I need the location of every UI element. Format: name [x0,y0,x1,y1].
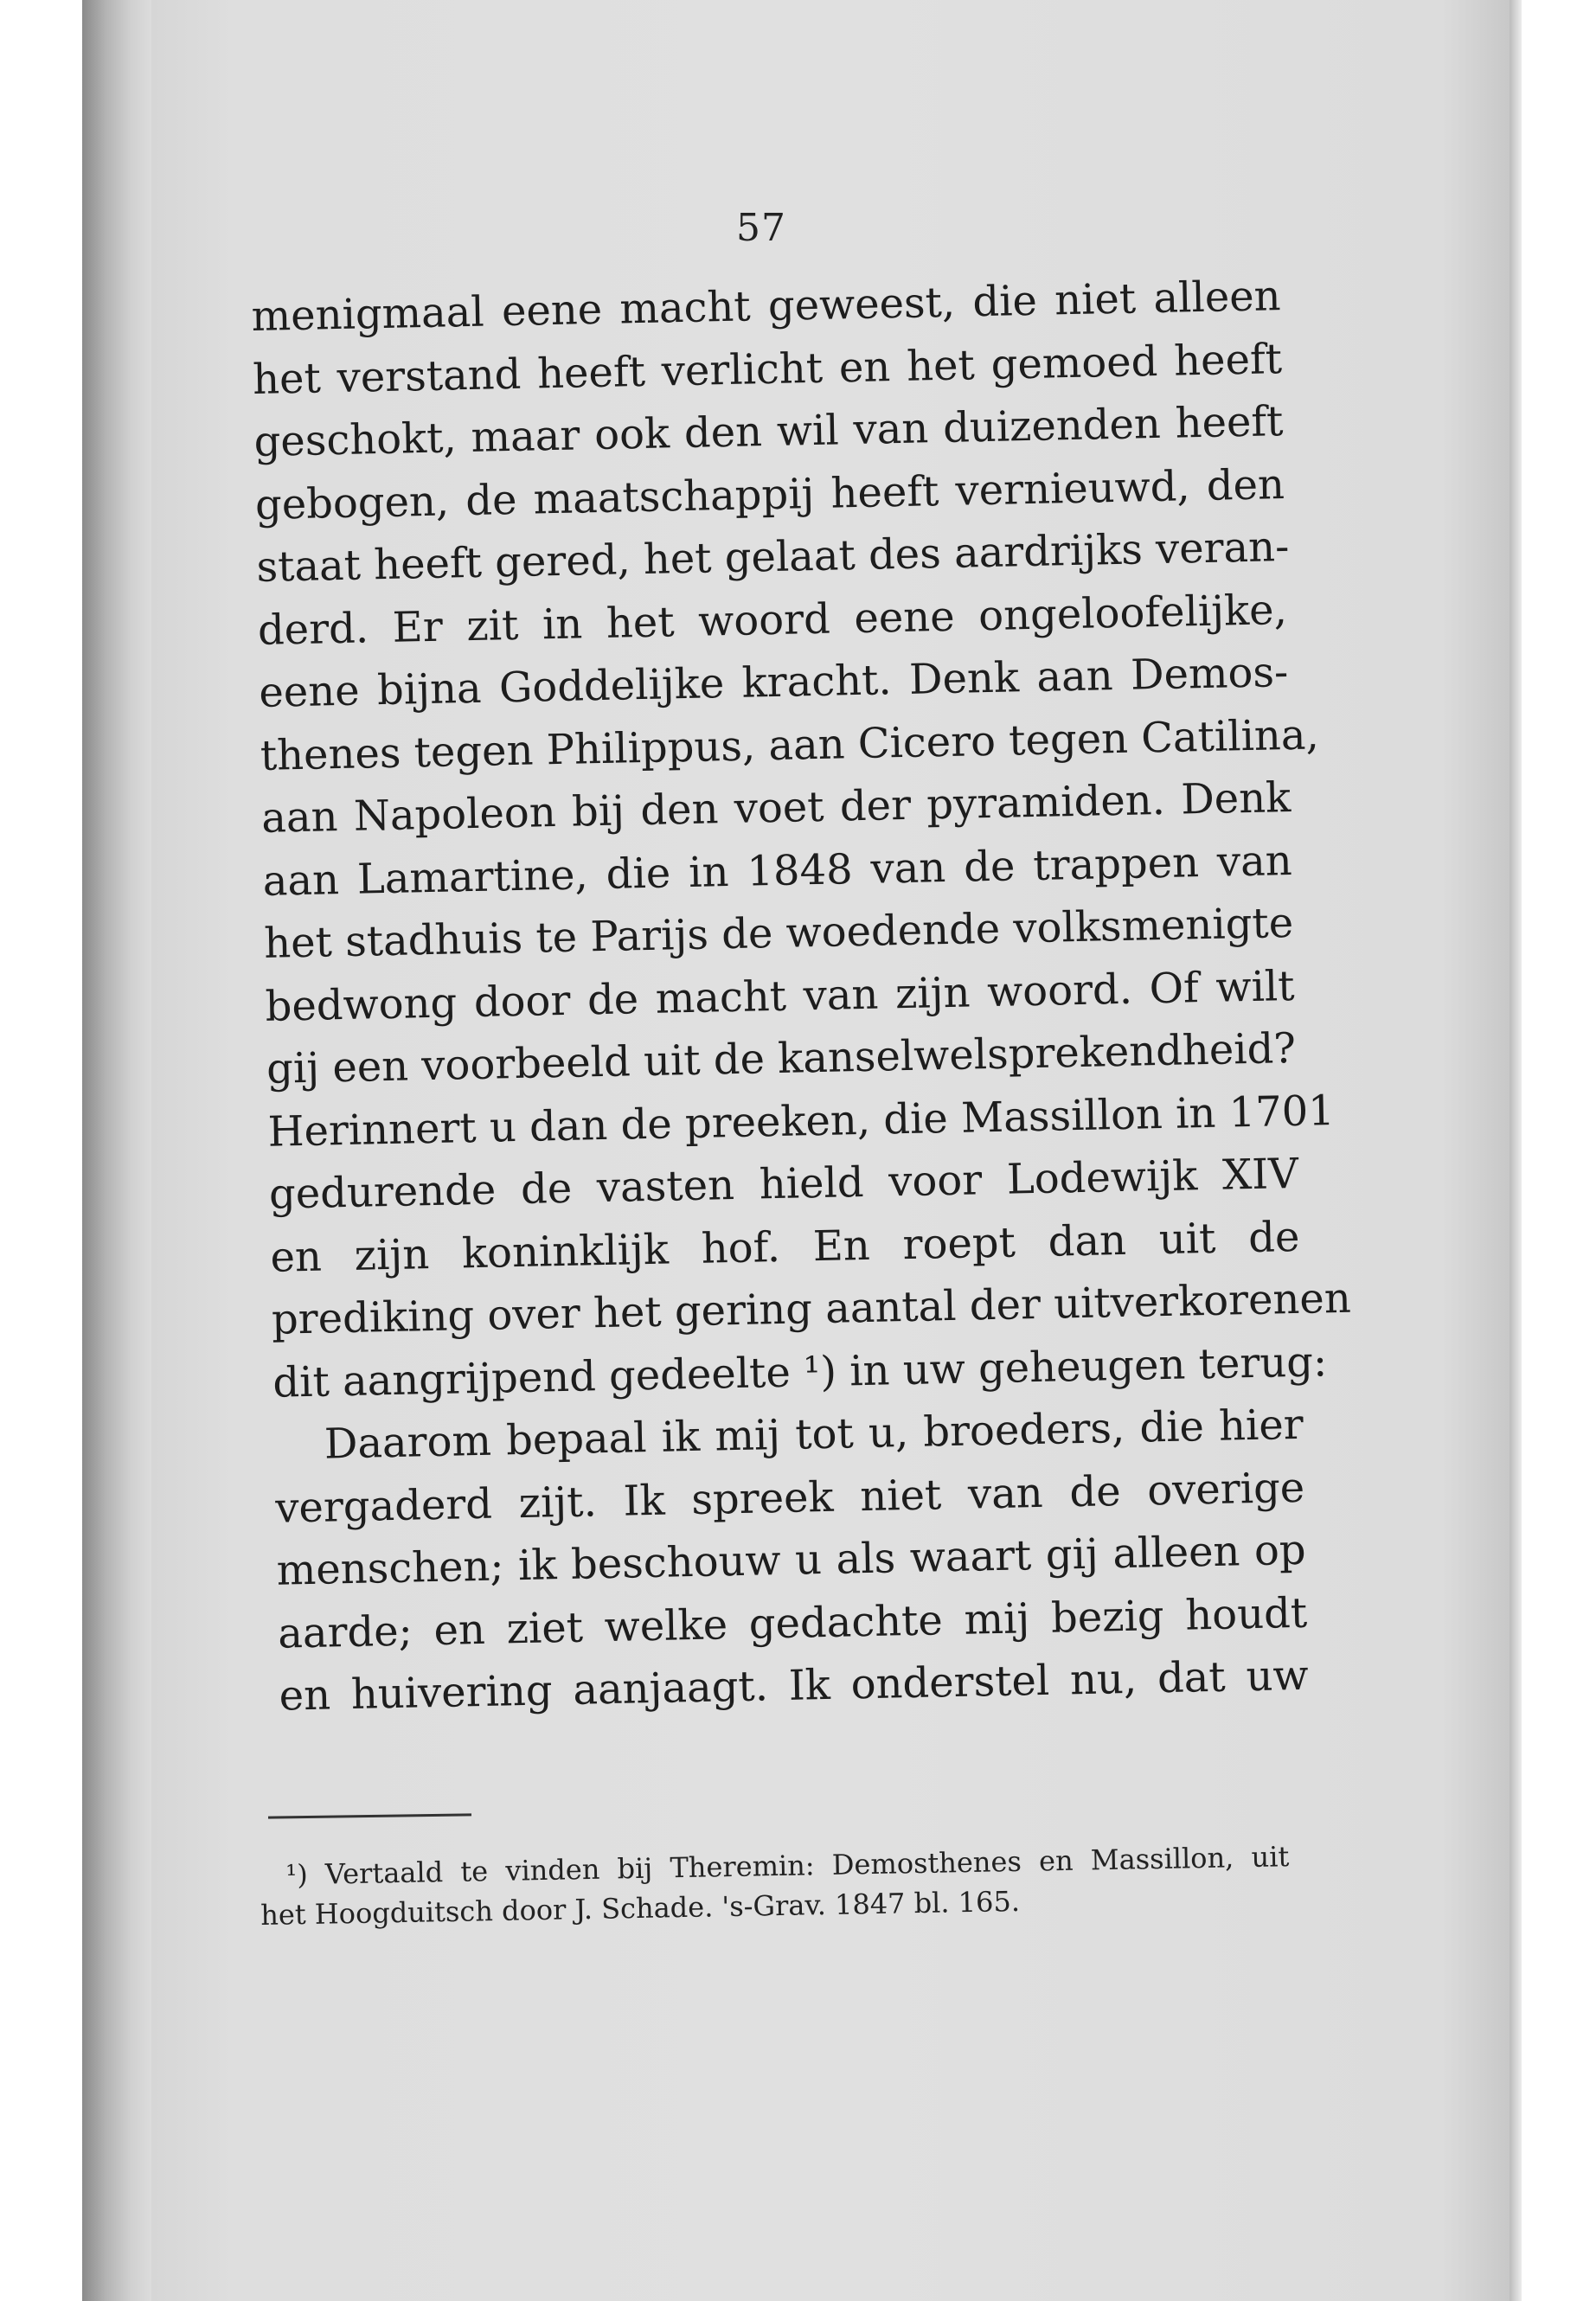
text-line: staat heeft gered, het gelaat des aardrijks veran- [255,522,1290,592]
text-line: en huivering aanjaagt. Ik onderstel nu, dat uw [279,1650,1310,1721]
text-line: aan Napoleon bij den voet der pyramiden. Denk [260,772,1292,843]
text-line: aarde; en ziet welke gedachte mij bezig houdt [277,1588,1308,1658]
body-text [251,265,1352,1727]
text-line: menigmaal eene macht geweest, die niet alleen [251,272,1282,341]
text-line: derd. Er zit in het woord eene ongeloofelijke, [257,585,1288,655]
page-edge [1509,0,1522,2301]
text-line: het stadhuis te Parijs de woedende volksmenigte [263,898,1294,968]
book-binding-shadow [82,0,151,2301]
text-line: geschokt, maar ook den wil van duizenden heeft [253,397,1284,466]
text-line: Herinnert u dan de preeken, die Massillon in 1701 [267,1086,1336,1157]
text-line: en zijn koninklijk hof. En roept dan uit de [269,1212,1300,1282]
footnote-line: het Hoogduitsch door J. Schade. 's-Grav. 1847 bl. 165. [260,1884,1021,1932]
text-line: thenes tegen Philippus, aan Cicero tegen Catilina, [260,709,1320,780]
page-number: 57 [736,206,786,250]
text-line: gedurende de vasten hield voor Lodewijk XIV [268,1149,1299,1219]
text-line: vergaderd zijt. Ik spreek niet van de overige [274,1463,1305,1533]
text-line: dit aangrijpend gedeelte ¹) in uw geheugen terug: [272,1336,1328,1407]
text-line: menschen; ik beschouw u als waart gij alleen op [276,1525,1307,1595]
text-line: eene bijna Goddelijke kracht. Denk aan Demos- [258,648,1289,717]
footnote-line: ¹) Vertaald te vinden bij Theremin: Demosthenes en Massillon, uit [285,1840,1290,1892]
text-line: het verstand heeft verlicht en het gemoed heeft [252,334,1283,404]
text-line: Daarom bepaal ik mij tot u, broeders, die hier [324,1400,1304,1469]
text-line: aan Lamartine, die in 1848 van de trappen van [262,836,1293,906]
text-line: gebogen, de maatschappij heeft vernieuwd, den [254,459,1285,529]
text-line: gij een voorbeeld uit de kanselwelsprekendheid? [266,1023,1297,1093]
text-line: bedwong door de macht van zijn woord. Of wilt [265,961,1296,1031]
text-line: prediking over het gering aantal der uitverkorenen [271,1273,1352,1344]
